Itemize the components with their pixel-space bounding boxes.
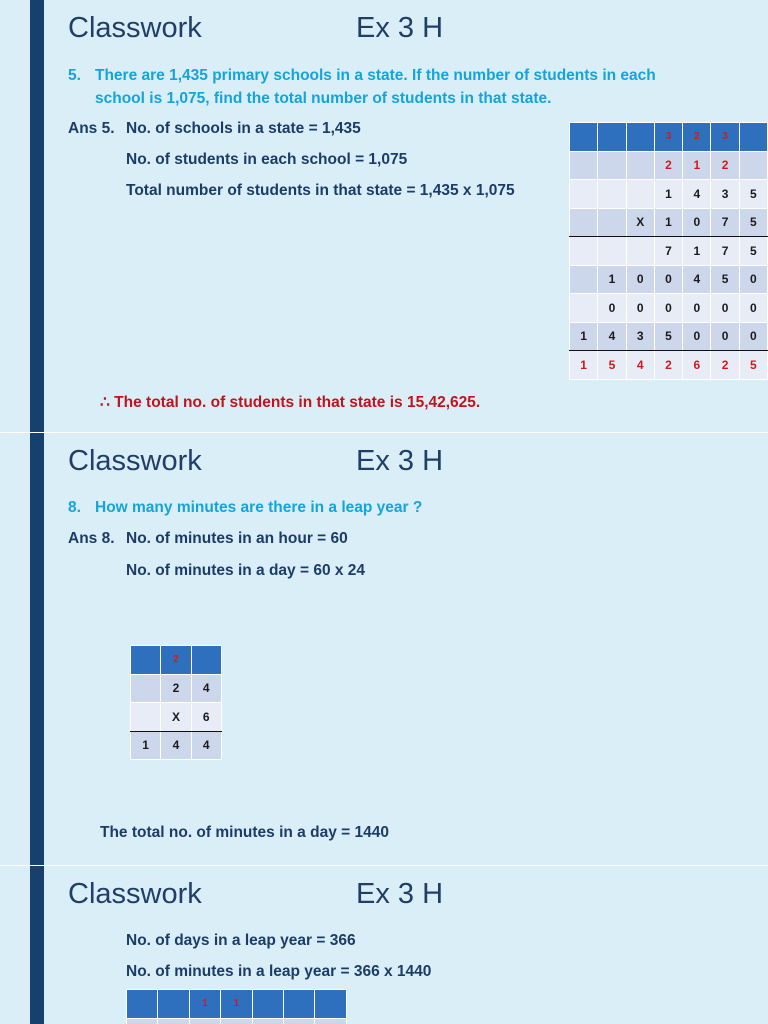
- grid-cell: 0: [683, 208, 711, 237]
- exercise-label: Ex 3 H: [356, 12, 444, 44]
- grid-cell: [252, 1018, 283, 1024]
- question-number: 5.: [68, 67, 81, 84]
- answer-label: Ans 5.: [68, 120, 115, 137]
- grid-row: [570, 294, 768, 323]
- slide-title: Classwork: [68, 445, 202, 477]
- grid-cell: [570, 180, 598, 209]
- grid-row: [131, 731, 222, 760]
- grid-row: [570, 351, 768, 380]
- grid-cell: 2: [161, 674, 191, 703]
- grid-cell: [598, 237, 626, 266]
- grid-cell: 2: [683, 123, 711, 152]
- grid-cell: [283, 990, 314, 1019]
- grid-cell: 1: [189, 990, 220, 1019]
- answer-line: No. of schools in a state = 1,435: [126, 120, 361, 137]
- grid-cell: [131, 646, 161, 675]
- grid-cell: 4: [626, 351, 654, 380]
- grid-row: [131, 646, 222, 675]
- grid-cell: 7: [711, 208, 739, 237]
- grid-cell: 6: [191, 703, 221, 732]
- conclusion: The total no. of minutes in a day = 1440: [100, 824, 389, 841]
- answer-line: No. of days in a leap year = 366: [126, 932, 356, 949]
- question-number: 8.: [68, 499, 81, 516]
- grid-row: [570, 208, 768, 237]
- grid-cell: 0: [683, 322, 711, 351]
- question-text: [68, 64, 748, 110]
- grid-cell: [315, 1018, 346, 1024]
- grid-cell: 5: [739, 237, 767, 266]
- grid-cell: [252, 990, 283, 1019]
- accent-bar: [30, 0, 44, 432]
- grid-cell: [158, 1018, 189, 1024]
- grid-cell: 5: [711, 265, 739, 294]
- grid-row: [570, 237, 768, 266]
- grid-cell: 2: [711, 151, 739, 180]
- grid-cell: 0: [711, 322, 739, 351]
- grid-cell: [739, 151, 767, 180]
- grid-cell: 0: [711, 294, 739, 323]
- grid-row: [570, 123, 768, 152]
- grid-row: [570, 265, 768, 294]
- grid-cell: [598, 123, 626, 152]
- grid-cell: [570, 237, 598, 266]
- grid-cell: 0: [739, 265, 767, 294]
- grid-cell: [315, 990, 346, 1019]
- slide-2: [0, 433, 768, 865]
- grid-cell: 5: [654, 322, 682, 351]
- grid-cell: [158, 990, 189, 1019]
- grid-cell: [127, 990, 158, 1019]
- grid-cell: [570, 294, 598, 323]
- grid-cell: 0: [598, 294, 626, 323]
- grid-row: [570, 322, 768, 351]
- grid-cell: 5: [739, 208, 767, 237]
- multiplication-grid: [569, 122, 768, 380]
- grid-row: [127, 1018, 347, 1024]
- answer-label: Ans 8.: [68, 530, 115, 547]
- grid-cell: 4: [191, 674, 221, 703]
- grid-cell: [570, 151, 598, 180]
- grid-cell: 6: [683, 351, 711, 380]
- grid-row: [570, 180, 768, 209]
- answer-line: No. of students in each school = 1,075: [126, 151, 408, 168]
- question-line-1: There are 1,435 primary schools in a state. If the number of students in each: [95, 67, 656, 84]
- grid-cell: 5: [739, 351, 767, 380]
- accent-bar: [30, 866, 44, 1024]
- grid-cell: [131, 674, 161, 703]
- conclusion: ∴ The total no. of students in that state is 15,42,625.: [100, 394, 481, 411]
- grid-cell: 0: [654, 294, 682, 323]
- grid-cell: 4: [191, 731, 221, 760]
- grid-cell: [626, 237, 654, 266]
- grid-cell: 1: [654, 208, 682, 237]
- grid-row: [131, 703, 222, 732]
- grid-cell: 4: [598, 322, 626, 351]
- grid-cell: 4: [683, 265, 711, 294]
- grid-cell: 3: [626, 322, 654, 351]
- grid-cell: [189, 1018, 220, 1024]
- grid-cell: 4: [161, 731, 191, 760]
- grid-cell: 0: [683, 294, 711, 323]
- grid-cell: 0: [626, 294, 654, 323]
- grid-cell: [127, 1018, 158, 1024]
- grid-cell: 2: [654, 351, 682, 380]
- question-text: [68, 496, 748, 519]
- grid-cell: 5: [739, 180, 767, 209]
- grid-cell: [598, 151, 626, 180]
- answer-line: No. of minutes in an hour = 60: [126, 530, 348, 547]
- grid-row: [131, 674, 222, 703]
- grid-row: [127, 990, 347, 1019]
- grid-cell: 1: [570, 351, 598, 380]
- grid-cell: [598, 180, 626, 209]
- slide-1: [0, 0, 768, 432]
- grid-cell: 7: [654, 237, 682, 266]
- grid-cell: 4: [683, 180, 711, 209]
- answer-line: No. of minutes in a day = 60 x 24: [126, 562, 366, 579]
- grid-cell: 3: [711, 123, 739, 152]
- grid-cell: 1: [570, 322, 598, 351]
- grid-cell: 2: [161, 646, 191, 675]
- slide-title: Classwork: [68, 12, 202, 44]
- accent-bar: [30, 433, 44, 865]
- grid-cell: [626, 151, 654, 180]
- grid-cell: 2: [654, 151, 682, 180]
- grid-cell: [598, 208, 626, 237]
- grid-cell: [739, 123, 767, 152]
- grid-cell: 1: [221, 990, 252, 1019]
- grid-cell: X: [161, 703, 191, 732]
- exercise-label: Ex 3 H: [356, 878, 444, 910]
- grid-cell: 2: [711, 351, 739, 380]
- grid-cell: 1: [131, 731, 161, 760]
- grid-cell: 7: [711, 237, 739, 266]
- grid-cell: [283, 1018, 314, 1024]
- grid-cell: [191, 646, 221, 675]
- question-line: How many minutes are there in a leap year ?: [95, 499, 423, 516]
- question-line-2: school is 1,075, find the total number of students in that state.: [95, 90, 552, 107]
- grid-cell: X: [626, 208, 654, 237]
- grid-cell: 1: [683, 151, 711, 180]
- slide-title: Classwork: [68, 878, 202, 910]
- answer-line: No. of minutes in a leap year = 366 x 1440: [126, 963, 432, 980]
- grid-cell: 3: [654, 123, 682, 152]
- grid-cell: [131, 703, 161, 732]
- exercise-label: Ex 3 H: [356, 445, 444, 477]
- grid-cell: [626, 180, 654, 209]
- grid-cell: [221, 1018, 252, 1024]
- grid-row: [570, 151, 768, 180]
- grid-cell: [570, 123, 598, 152]
- slide-3: [0, 866, 768, 1024]
- grid-cell: 1: [654, 180, 682, 209]
- grid-cell: 1: [683, 237, 711, 266]
- grid-cell: 0: [654, 265, 682, 294]
- multiplication-grid: [130, 645, 222, 760]
- grid-cell: [570, 208, 598, 237]
- grid-cell: 3: [711, 180, 739, 209]
- grid-cell: 0: [739, 294, 767, 323]
- grid-cell: 0: [739, 322, 767, 351]
- grid-cell: 5: [598, 351, 626, 380]
- grid-cell: 0: [626, 265, 654, 294]
- grid-cell: 1: [598, 265, 626, 294]
- multiplication-grid: [126, 989, 347, 1024]
- grid-cell: [626, 123, 654, 152]
- answer-line: Total number of students in that state = 1,435 x 1,075: [126, 182, 515, 199]
- grid-cell: [570, 265, 598, 294]
